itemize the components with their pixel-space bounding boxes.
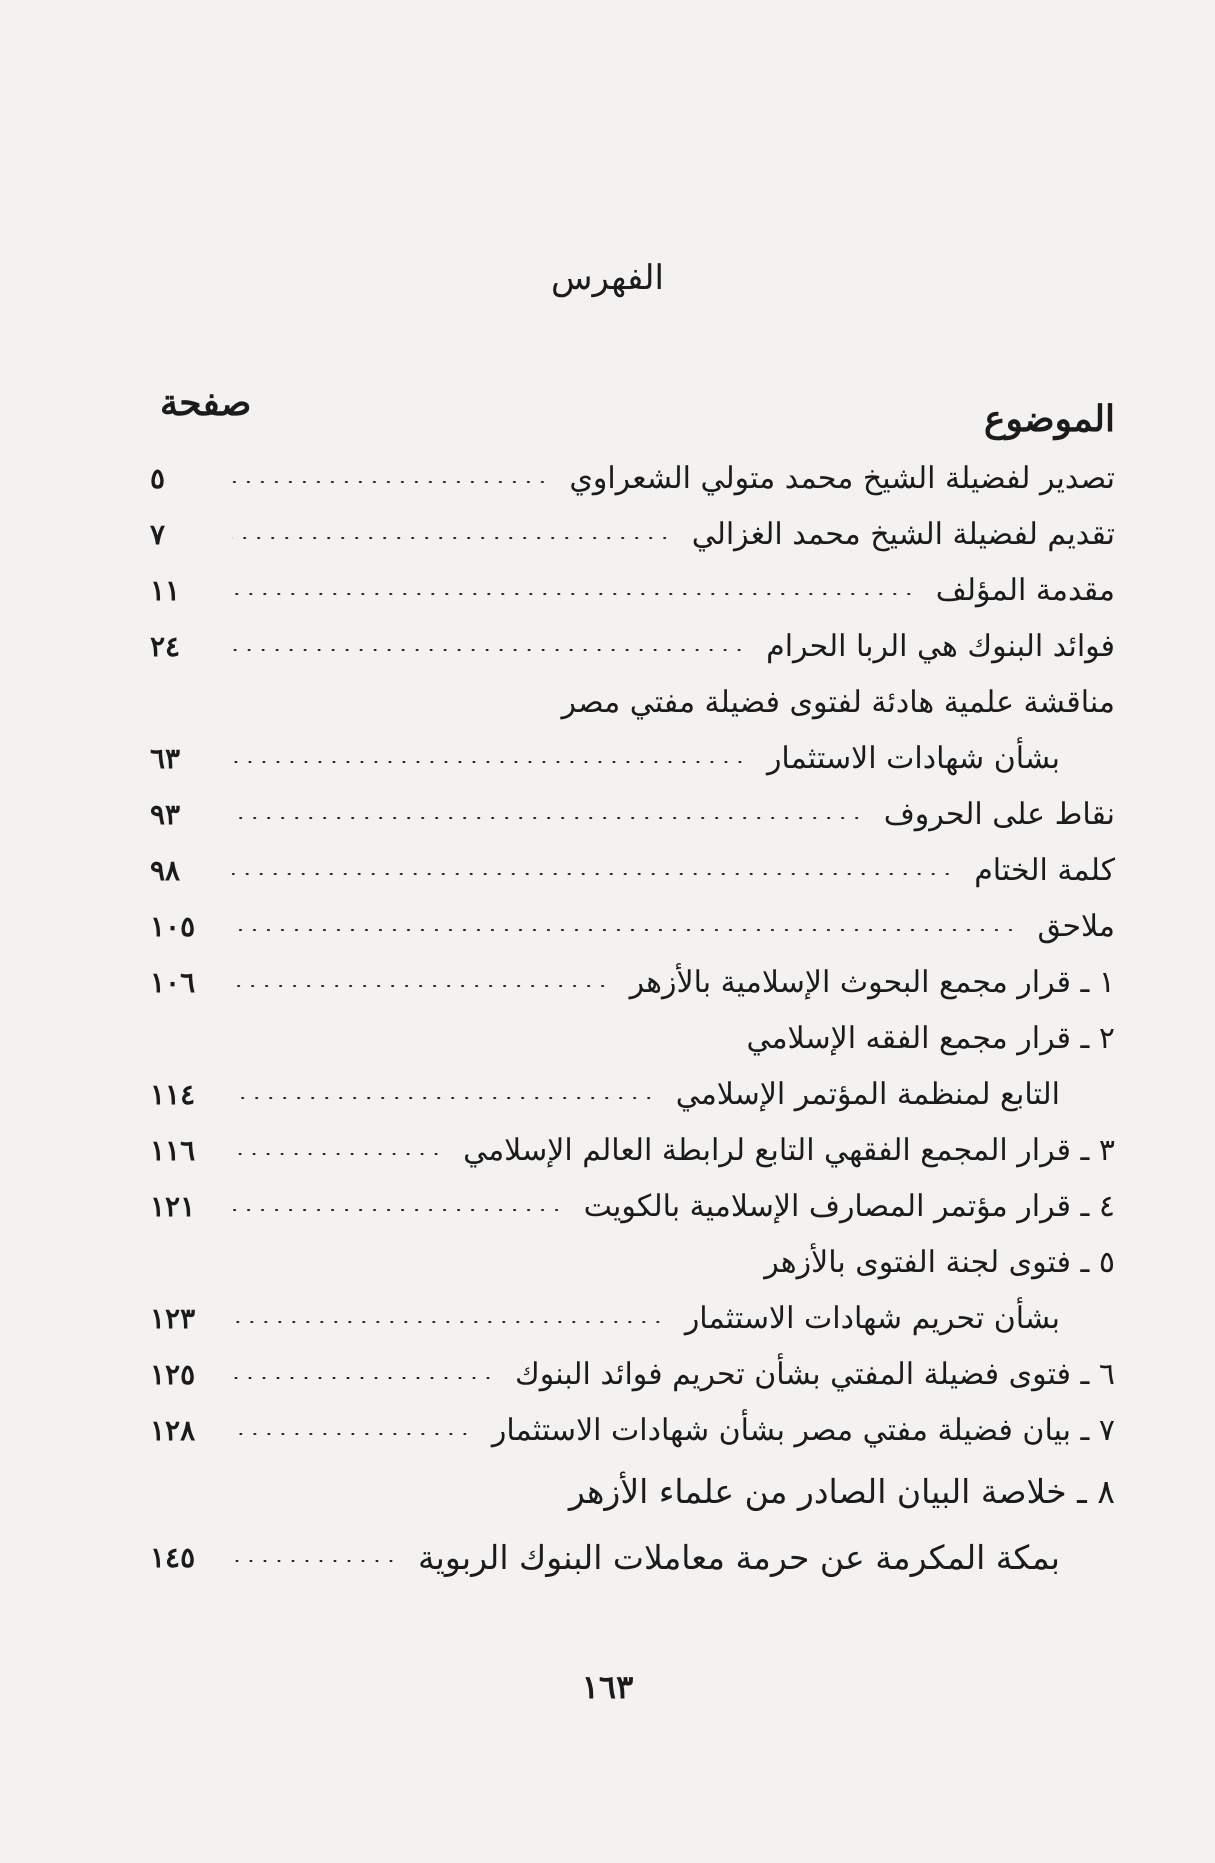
page-column-header: صفحة — [160, 382, 252, 424]
toc-entry-title: ٦ ـ فتوى فضيلة المفتي بشأن تحريم فوائد البنوك — [515, 1356, 1115, 1392]
toc-entry — [150, 562, 1115, 618]
toc-entry — [150, 1524, 1115, 1590]
toc-entry — [150, 450, 1115, 506]
toc-entry-title: تصدير لفضيلة الشيخ محمد متولي الشعراوي — [569, 460, 1115, 496]
toc-entry-page: ١٢١ — [150, 1189, 196, 1223]
toc-entry-title: ١ ـ قرار مجمع البحوث الإسلامية بالأزهر — [629, 964, 1115, 1000]
toc-entry — [150, 618, 1115, 674]
leader-dots — [232, 537, 672, 539]
toc-entry-title: ٤ ـ قرار مؤتمر المصارف الإسلامية بالكويت — [583, 1188, 1115, 1224]
toc-entry-page: ١١ — [150, 573, 181, 607]
toc-entry-title: بمكة المكرمة عن حرمة معاملات البنوك الربوية — [417, 1537, 1060, 1577]
toc-entry — [150, 842, 1115, 898]
leader-dots — [232, 1097, 656, 1099]
leader-dots — [232, 481, 549, 483]
leader-dots — [232, 985, 610, 987]
toc-entry-page: ٢٤ — [150, 629, 181, 663]
leader-dots — [232, 1321, 665, 1323]
toc-entry-title: فوائد البنوك هي الربا الحرام — [766, 628, 1115, 664]
table-of-contents — [150, 450, 1115, 1590]
toc-entry-title: ٣ ـ قرار المجمع الفقهي التابع لرابطة العالم الإسلامي — [463, 1132, 1115, 1168]
toc-entry-title: التابع لمنظمة المؤتمر الإسلامي — [675, 1076, 1060, 1112]
toc-entry — [150, 954, 1115, 1010]
toc-entry — [150, 1178, 1115, 1234]
toc-entry-title: نقاط على الحروف — [883, 796, 1115, 832]
page-number: ١٦٣ — [581, 1668, 634, 1706]
leader-dots — [232, 817, 864, 819]
leader-dots — [232, 929, 1017, 931]
toc-entry-page: ١١٤ — [150, 1077, 196, 1111]
leader-dots — [232, 649, 746, 651]
leader-dots — [232, 1209, 564, 1211]
toc-entry — [150, 1402, 1115, 1458]
toc-entry-title: ٢ ـ قرار مجمع الفقه الإسلامي — [746, 1020, 1115, 1056]
toc-entry-page: ١٢٨ — [150, 1413, 196, 1447]
toc-entry — [150, 730, 1115, 786]
topic-column-header: الموضوع — [983, 398, 1115, 440]
toc-entry-page: ٥ — [150, 461, 166, 495]
toc-entry-title: مقدمة المؤلف — [935, 572, 1115, 608]
toc-entry-page: ٦٣ — [150, 741, 181, 775]
toc-entry-title: بشأن شهادات الاستثمار — [766, 740, 1060, 776]
toc-entry — [150, 1346, 1115, 1402]
leader-dots — [232, 593, 916, 595]
toc-entry — [150, 506, 1115, 562]
toc-entry-title: تقديم لفضيلة الشيخ محمد الغزالي — [691, 516, 1115, 552]
leader-dots — [232, 1153, 443, 1155]
toc-entry-page: ٩٣ — [150, 797, 181, 831]
toc-entry — [150, 786, 1115, 842]
toc-entry-page: ١٢٣ — [150, 1301, 196, 1335]
toc-entry-page: ١٠٥ — [150, 909, 196, 943]
toc-entry — [150, 674, 1115, 730]
toc-entry-title: ٨ ـ خلاصة البيان الصادر من علماء الأزهر — [568, 1471, 1115, 1511]
toc-entry-title: بشأن تحريم شهادات الاستثمار — [684, 1300, 1060, 1336]
leader-dots — [232, 761, 747, 763]
toc-entry — [150, 1066, 1115, 1122]
toc-entry — [150, 1458, 1115, 1524]
leader-dots — [232, 873, 954, 875]
toc-entry — [150, 1234, 1115, 1290]
toc-entry — [150, 1010, 1115, 1066]
toc-entry-page: ١٤٥ — [150, 1540, 196, 1574]
toc-entry — [150, 898, 1115, 954]
toc-entry-page: ٧ — [150, 517, 166, 551]
leader-dots — [232, 1377, 495, 1379]
toc-entry-title: ملاحق — [1037, 908, 1115, 944]
toc-entry-page: ١٢٥ — [150, 1357, 196, 1391]
toc-entry-title: مناقشة علمية هادئة لفتوى فضيلة مفتي مصر — [561, 684, 1115, 720]
leader-dots — [232, 1560, 398, 1562]
toc-entry — [150, 1122, 1115, 1178]
toc-entry-title: كلمة الختام — [974, 852, 1115, 888]
toc-entry-page: ١١٦ — [150, 1133, 196, 1167]
page-title: الفهرس — [551, 258, 664, 298]
leader-dots — [232, 1433, 472, 1435]
toc-entry — [150, 1290, 1115, 1346]
toc-entry-title: ٧ ـ بيان فضيلة مفتي مصر بشأن شهادات الاستثمار — [491, 1412, 1115, 1448]
toc-entry-page: ١٠٦ — [150, 965, 196, 999]
toc-entry-title: ٥ ـ فتوى لجنة الفتوى بالأزهر — [764, 1244, 1115, 1280]
toc-entry-page: ٩٨ — [150, 853, 181, 887]
